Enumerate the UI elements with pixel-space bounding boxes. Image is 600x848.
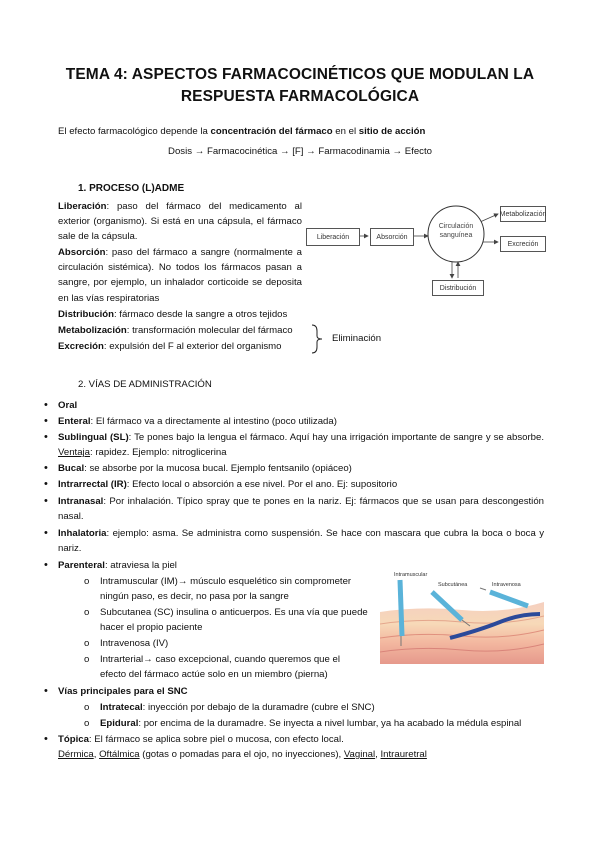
section-heading-ladme: 1. PROCESO (L)ADME — [78, 183, 185, 194]
parenteral-label: Parenteral — [58, 560, 105, 571]
distribucion-line — [58, 307, 287, 322]
inhalatoria-text: : ejemplo: asma. Se administra como suspensión. Se hace con mascara que cubra la boca o boca y nariz. — [58, 528, 544, 555]
intrarrectal-item — [58, 477, 544, 492]
absorcion-label: Absorción — [58, 247, 106, 258]
metabolizacion-label: Metabolización — [58, 325, 127, 336]
sc-item — [100, 605, 370, 636]
intranasal-item — [58, 494, 544, 525]
elimination-brace — [310, 324, 324, 354]
snc-label: Vías principales para el SNC — [58, 686, 188, 697]
oftalmica-label: Oftálmica — [99, 749, 140, 760]
excrecion-text: : expulsión del F al exterior del organismo — [103, 341, 282, 352]
sub-bullet: o — [84, 654, 90, 665]
bullet-dot: • — [44, 527, 48, 539]
sub-bullet: o — [84, 718, 90, 729]
section-heading-vias: 2. VÍAS DE ADMINISTRACIÓN — [78, 379, 212, 390]
diagram-excrecion: Excreción — [500, 236, 546, 252]
bullet-dot: • — [44, 478, 48, 490]
diagram-liberacion: Liberación — [306, 228, 360, 246]
im-item — [100, 574, 370, 605]
intranasal-text: : Por inhalación. Típico spray que te pones en la nariz. Ej: fármacos que se usan para descongestión nasal. — [58, 496, 544, 523]
bucal-item — [58, 461, 544, 476]
distribucion-text: : fármaco desde la sangre a otros tejidos — [113, 309, 288, 320]
absorcion-paragraph — [58, 245, 302, 306]
epidural-text: : por encima de la duramadre. Se inyecta a nivel lumbar, ya ha acabado la médula espinal — [138, 718, 522, 729]
liberacion-label: Liberación — [58, 201, 107, 212]
sublingual-label: Sublingual (SL) — [58, 432, 129, 443]
excrecion-label: Excreción — [58, 341, 104, 352]
im-line-1: Intramuscular (IM)→ músculo esquelético sin comprometer — [100, 576, 352, 587]
intro-text — [58, 126, 425, 137]
intro-bold: concentración del fármaco — [210, 126, 333, 137]
metabolizacion-line — [58, 323, 293, 338]
title-line-1: TEMA 4: ASPECTOS FARMACOCINÉTICOS QUE MODULAN LA — [65, 66, 535, 83]
metabolizacion-text: : transformación molecular del fármaco — [126, 325, 293, 336]
liberacion-text: : paso del fármaco del medicamento al exterior (organismo). Si está en una cápsula, el fármaco sale de la cápsula. — [58, 201, 302, 243]
intro-middle: en el — [332, 126, 359, 137]
diagram-absorcion: Absorción — [370, 228, 414, 246]
inhalatoria-label: Inhalatoria — [58, 528, 107, 539]
distribucion-label: Distribución — [58, 309, 114, 320]
ia-item — [100, 652, 370, 683]
bullet-dot: • — [44, 733, 48, 745]
epidural-label: Epidural — [100, 718, 139, 729]
oral-item — [58, 398, 544, 413]
iv-item: Intravenosa (IV) — [100, 638, 169, 649]
bullet-dot: • — [44, 431, 48, 443]
illus-intravenosa-label: Intravenosa — [492, 582, 521, 588]
bullet-dot: • — [44, 462, 48, 474]
sub-bullet: o — [84, 607, 90, 618]
parenteral-text: : atraviesa la piel — [104, 560, 177, 571]
page-title — [40, 64, 560, 108]
injection-routes-illustration — [380, 572, 544, 664]
pk-flow: Dosis → Farmacocinética → [F] → Farmacodinamia → Efecto — [168, 146, 432, 157]
topica-label: Tópica — [58, 734, 89, 745]
diagram-circulacion: Circulación sanguínea — [438, 223, 474, 239]
sub-bullet: o — [84, 702, 90, 713]
inhalatoria-item — [58, 526, 544, 557]
enteral-label: Enteral — [58, 416, 91, 427]
bullet-dot: • — [44, 399, 48, 411]
intro-before: El efecto farmacológico depende la — [58, 126, 211, 137]
intratecal-text: : inyección por debajo de la duramadre (cubre el SNC) — [142, 702, 375, 713]
ladme-paragraph — [58, 199, 302, 245]
bullet-dot: • — [44, 685, 48, 697]
ia-line-2: efecto del fármaco actúe solo en un miembro (pierna) — [100, 669, 328, 681]
bucal-text: : se absorbe por la mucosa bucal. Ejemplo fentsanilo (opiáceo) — [84, 463, 352, 474]
sublingual-tail: : rapidez. Ejemplo: nitroglicerina — [90, 447, 227, 459]
oral-label: Oral — [58, 400, 78, 411]
bullet-dot: • — [44, 495, 48, 507]
vaginal-label: Vaginal — [343, 749, 376, 760]
intrarrectal-label: Intrarrectal (IR) — [58, 479, 127, 490]
bucal-label: Bucal — [58, 463, 85, 474]
diagram-distribucion: Distribución — [432, 280, 484, 296]
topica-item — [58, 732, 544, 747]
ventaja-label: Ventaja — [58, 447, 91, 459]
adme-diagram — [306, 196, 546, 296]
bullet-dot: • — [44, 415, 48, 427]
sub-bullet: o — [84, 576, 90, 587]
topica-text: : El fármaco se aplica sobre piel o mucosa, con efecto local. — [88, 734, 344, 745]
illus-intramuscular-label: Intramuscular — [394, 572, 428, 578]
intrarrectal-text: : Efecto local o absorción a ese nivel. Por el ano. Ej: supositorio — [126, 479, 398, 490]
ia-line-1: Intrarterial→ caso excepcional, cuando queremos que el — [100, 654, 340, 665]
sublingual-text: : Te pones bajo la lengua el fármaco. Aquí hay una irrigación importante de sangre y se absorbe. — [128, 432, 544, 443]
im-line-2: ningún paso, es decir, no pasa por la sangre — [100, 591, 289, 603]
excrecion-line — [58, 339, 281, 354]
diagram-metabolizacion: Metabolización — [500, 206, 546, 222]
snc-item — [58, 684, 544, 699]
topica-subtypes: Dérmica, Oftálmica (gotas o pomadas para el ojo, no inyecciones), Vaginal, Intrauretral — [58, 749, 427, 760]
illus-subcutanea-label: Subcutánea — [438, 582, 468, 588]
intro-bold2: sitio de acción — [358, 126, 426, 137]
intrauretral-label: Intrauretral — [380, 749, 427, 760]
intranasal-label: Intranasal — [58, 496, 104, 507]
oftalmica-tail: (gotas o pomadas para el ojo, no inyecciones), — [139, 749, 344, 760]
title-line-2: RESPUESTA FARMACOLÓGICA — [180, 88, 420, 105]
intratecal-item — [100, 700, 544, 715]
sublingual-item — [58, 430, 544, 461]
bullet-dot: • — [44, 559, 48, 571]
absorcion-text: : paso del fármaco a sangre (normalmente a circulación sistémica). No todos los fármacos pasan a sangre, por ejemplo, un inhalador corticoide se deposita en las vías respiratorias — [58, 247, 302, 304]
sc-line-1: Subcutanea (SC) insulina o anticuerpos. Es una vía que puede — [100, 607, 368, 618]
intratecal-label: Intratecal — [100, 702, 143, 713]
enteral-text: : El fármaco va a directamente al intestino (poco utilizada) — [90, 416, 337, 427]
sub-bullet: o — [84, 638, 90, 649]
dermica-label: Dérmica — [58, 749, 94, 760]
enteral-item — [58, 414, 544, 429]
epidural-item — [100, 716, 544, 731]
eliminacion-label: Eliminación — [332, 333, 382, 344]
sc-line-2: hacer el propio paciente — [100, 622, 203, 634]
